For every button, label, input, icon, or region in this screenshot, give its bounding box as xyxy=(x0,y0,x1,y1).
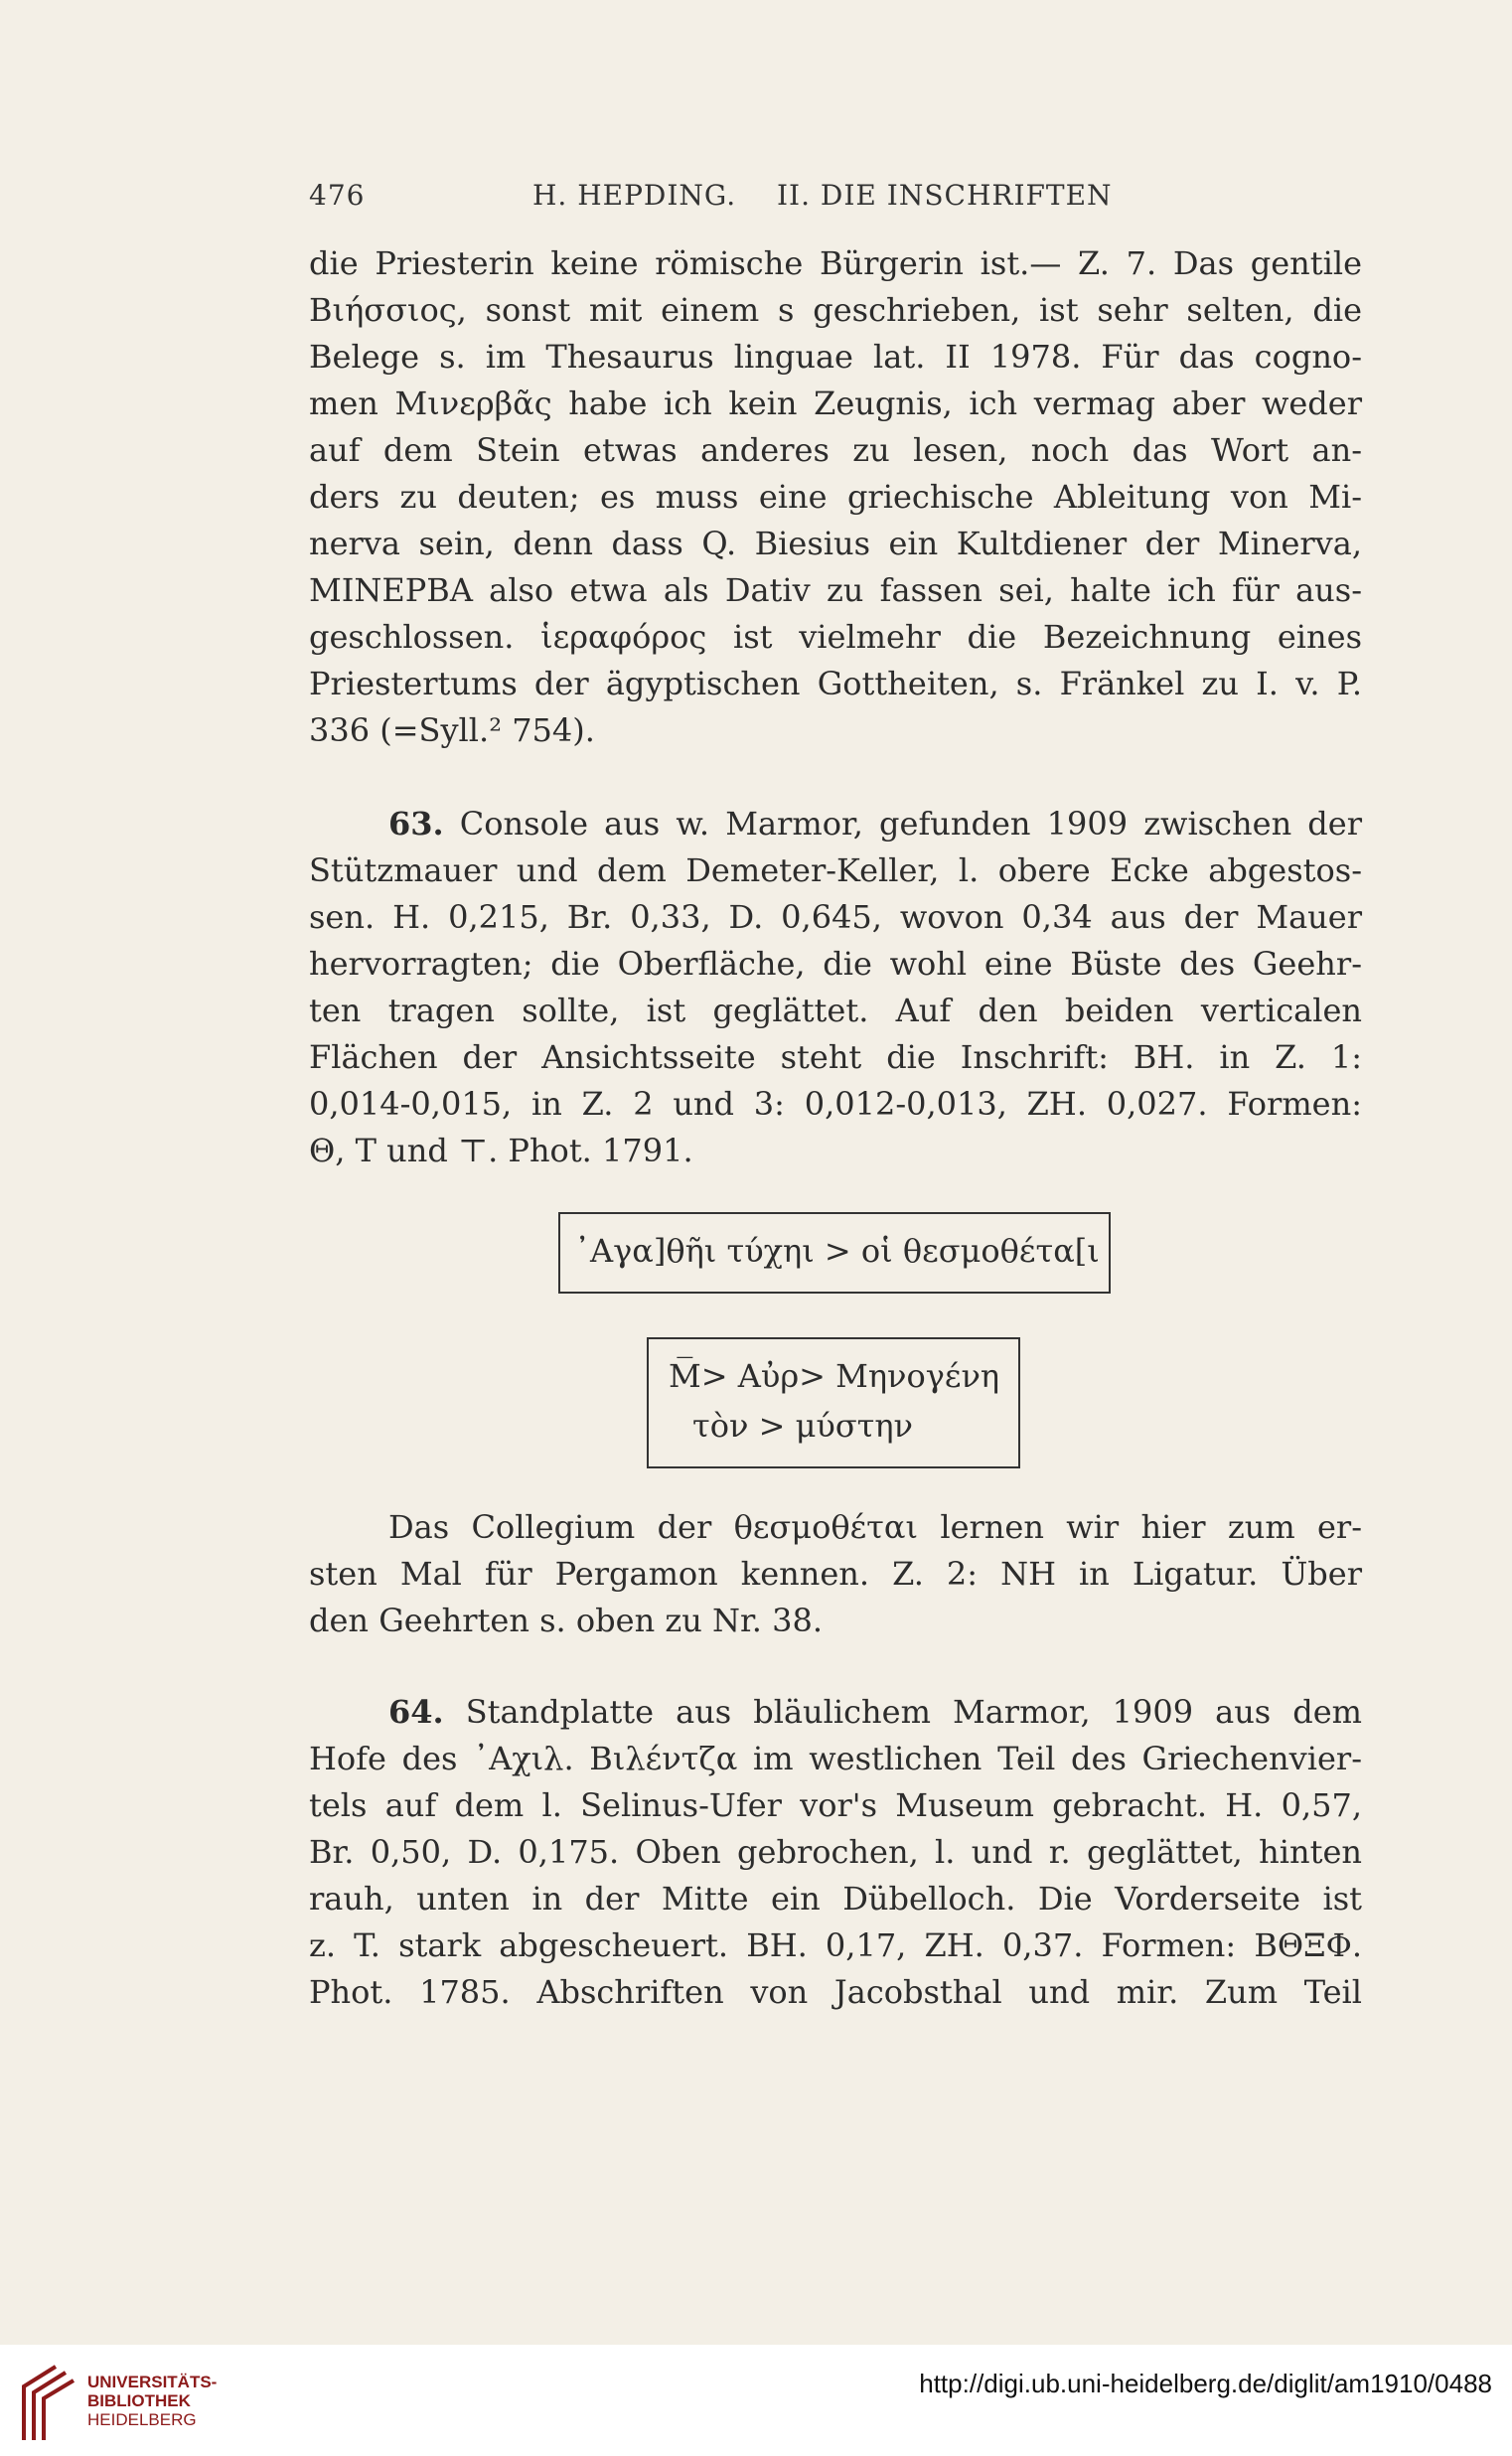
running-head-author: H. HEPDING. xyxy=(532,179,737,212)
library-logo-icon xyxy=(16,2361,76,2444)
paragraph-continuation xyxy=(309,240,1362,754)
text-line: rauh, unten in der Mitte ein Dübelloch. Die Vorderseite ist xyxy=(309,1880,1362,1918)
text-line: tels auf dem l. Selinus-Ufer vor's Museum gebracht. H. 0,57, xyxy=(309,1786,1362,1824)
page-number: 476 xyxy=(309,179,366,212)
text-line: die Priesterin keine römische Bürgerin ist.— Z. 7. Das gentile xyxy=(309,244,1362,282)
text-line: hervorragten; die Oberfläche, die wohl eine Büste des Geehr- xyxy=(309,945,1362,983)
text-line-content: Console aus w. Marmor, gefunden 1909 zwischen der xyxy=(459,805,1362,843)
text-line: Das Collegium der θεσμοθέται lernen wir hier zum er- xyxy=(388,1508,1362,1546)
text-line: Hofe des ᾿Αχιλ. Βιλέντζα im westlichen Teil des Griechenvier- xyxy=(309,1740,1362,1777)
text-line: Belege s. im Thesaurus linguae lat. II 1978. Für das cogno- xyxy=(309,338,1362,376)
text-line: ders zu deuten; es muss eine griechische Ableitung von Mi- xyxy=(309,478,1362,516)
running-head xyxy=(309,179,1203,219)
text-line: z. T. stark abgescheuert. BH. 0,17, ZH. 0,37. Formen: ΒΘΞΦ. xyxy=(309,1926,1362,1964)
text-line: auf dem Stein etwas anderes zu lesen, noch das Wort an- xyxy=(309,431,1362,469)
text-line: Θ, T und ⊤. Phot. 1791. xyxy=(309,1132,693,1169)
text-line: Stützmauer und dem Demeter-Keller, l. obere Ecke abgestos- xyxy=(309,851,1362,889)
text-line: sten Mal für Pergamon kennen. Z. 2: ΝΗ in Ligatur. Über xyxy=(309,1555,1362,1593)
text-line: nerva sein, denn dass Q. Biesius ein Kultdiener der Minerva, xyxy=(309,525,1362,562)
text-line: ten tragen sollte, ist geglättet. Auf den beiden verticalen xyxy=(309,992,1362,1029)
inscription-box-line1 xyxy=(558,1212,1111,1294)
text-line: 0,014-0,015, in Z. 2 und 3: 0,012-0,013, ZH. 0,027. Formen: xyxy=(309,1085,1362,1123)
library-name-line: BIBLIOTHEK xyxy=(87,2391,191,2410)
entry-number: 63. xyxy=(388,805,444,843)
inscription-text: τὸν > μύστην xyxy=(692,1407,913,1445)
text-line: Phot. 1785. Abschriften von Jacobsthal und mir. Zum Teil xyxy=(309,1973,1362,2011)
text-line: den Geehrten s. oben zu Nr. 38. xyxy=(309,1602,824,1639)
entry-63 xyxy=(309,801,1362,1174)
entry-63-first-line xyxy=(309,801,1362,847)
text-line: MINEPBA also etwa als Dativ zu fassen sei, halte ich für aus- xyxy=(309,571,1362,609)
inscription-box-lines2-3 xyxy=(647,1337,1020,1468)
text-line: geschlossen. ἱεραφόρος ist vielmehr die Bezeichnung eines xyxy=(309,618,1362,656)
text-line: Flächen der Ansichtsseite steht die Inschrift: BH. in Z. 1: xyxy=(309,1038,1362,1076)
text-line-content: Standplatte aus bläulichem Marmor, 1909 aus dem xyxy=(465,1693,1362,1731)
text-line: Βιήσσιος, sonst mit einem s geschrieben, ist sehr selten, die xyxy=(309,291,1362,329)
library-name-line: UNIVERSITÄTS- xyxy=(87,2373,218,2391)
library-name xyxy=(87,2373,217,2429)
entry-number: 64. xyxy=(388,1693,444,1731)
entry-64 xyxy=(309,1689,1362,2016)
text-line: men Μινερβᾶς habe ich kein Zeugnis, ich vermag aber weder xyxy=(309,384,1362,422)
text-line: Br. 0,50, D. 0,175. Oben gebrochen, l. und r. geglättet, hinten xyxy=(309,1833,1362,1871)
inscription-text: ᾿Αγα]θῆι τύχηι > οἱ θεσμοθέτα[ι xyxy=(574,1232,1100,1270)
inscription-text: M̅> Αὐρ> Μηνογένη xyxy=(669,1357,1000,1395)
text-line: Priestertums der ägyptischen Gottheiten, s. Fränkel zu I. v. P. xyxy=(309,665,1362,702)
entry-64-first-line xyxy=(309,1689,1362,1736)
text-line: 336 (=Syll.² 754). xyxy=(309,711,595,749)
library-name-line: HEIDELBERG xyxy=(87,2410,197,2429)
running-head-section: II. DIE INSCHRIFTEN xyxy=(777,179,1113,212)
commentary-63 xyxy=(309,1504,1362,1644)
footer-bar xyxy=(0,2345,1512,2456)
permalink-url[interactable]: http://digi.ub.uni-heidelberg.de/diglit/am1910/0488 xyxy=(919,2369,1492,2398)
text-line: sen. H. 0,215, Br. 0,33, D. 0,645, wovon 0,34 aus der Mauer xyxy=(309,898,1362,936)
